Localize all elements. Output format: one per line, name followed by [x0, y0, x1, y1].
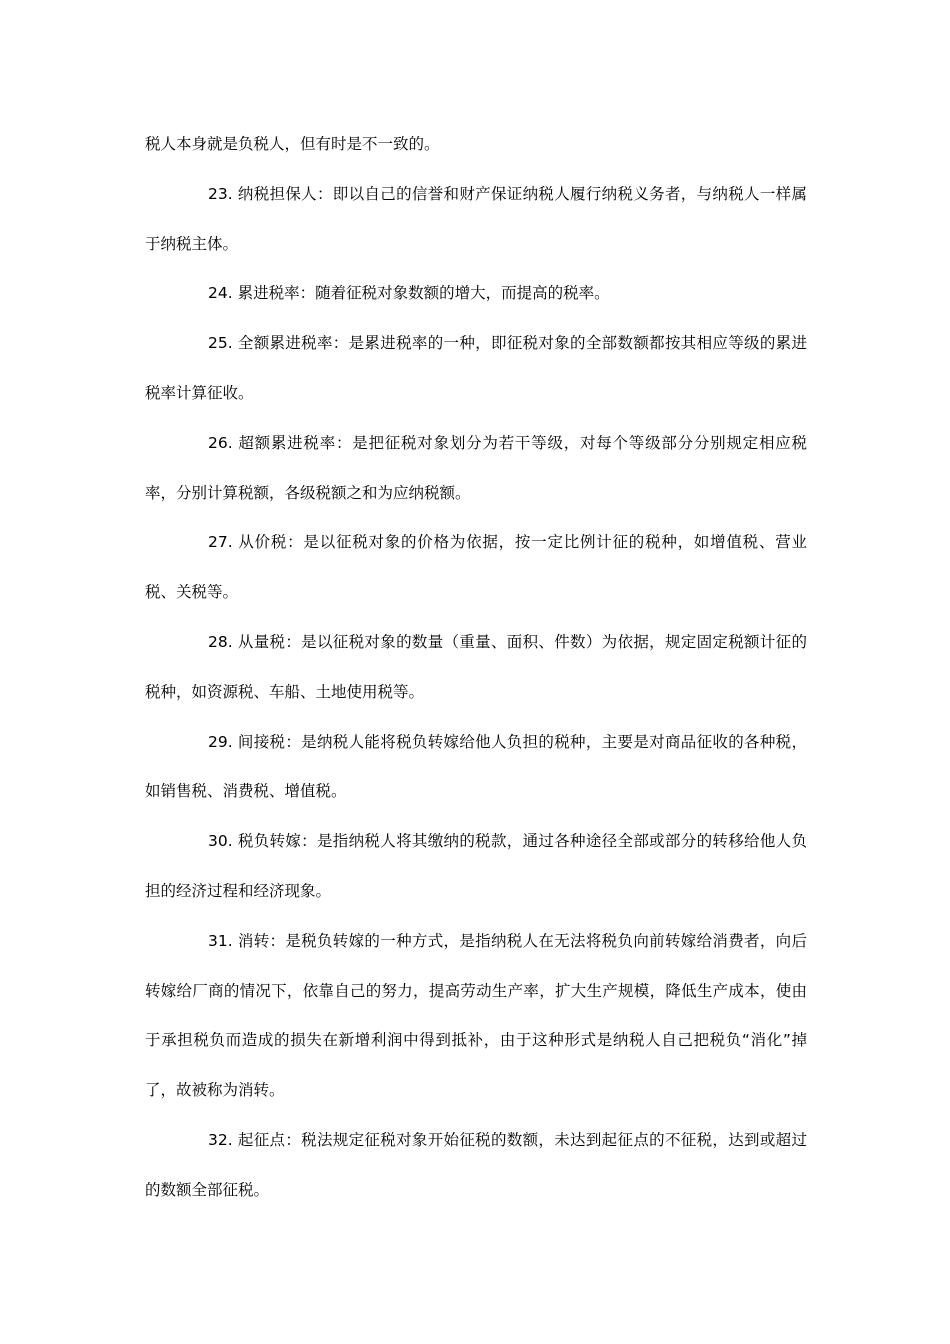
paragraph-26-excess-progressive-rate: 26. 超额累进税率：是把征税对象划分为若干等级，对每个等级部分分别规定相应税率，分别计算税额，各级税额之和为应纳税额。 [145, 433, 807, 502]
paragraph-23-tax-guarantor: 23. 纳税担保人：即以自己的信誉和财产保证纳税人履行纳税义务者，与纳税人一样属于纳税主体。 [145, 184, 807, 253]
paragraph-27-ad-valorem-tax: 27. 从价税：是以征税对象的价格为依据，按一定比例计征的税种，如增值税、营业税、关税等。 [145, 533, 807, 602]
paragraph-continuation: 税人本身就是负税人，但有时是不一致的。 [145, 135, 440, 153]
paragraph-28-specific-tax: 28. 从量税：是以征税对象的数量（重量、面积、件数）为依据，规定固定税额计征的税种，如资源税、车船、土地使用税等。 [145, 632, 807, 701]
paragraph-24-progressive-rate: 24. 累进税率：随着征税对象数额的增大，而提高的税率。 [208, 284, 610, 303]
paragraph-29-indirect-tax: 29. 间接税：是纳税人能将税负转嫁给他人负担的税种，主要是对商品征收的各种税，如销售税、消费税、增值税。 [145, 732, 807, 801]
paragraph-32-tax-threshold: 32. 起征点：税法规定征税对象开始征税的数额，未达到起征点的不征税，达到或超过的数额全部征税。 [145, 1130, 807, 1199]
paragraph-31-tax-absorption: 31. 消转：是税负转嫁的一种方式，是指纳税人在无法将税负向前转嫁给消费者，向后转嫁给厂商的情况下，依靠自己的努力，提高劳动生产率，扩大生产规模，降低生产成本，使由于承担税负而造成的损失在新增利润中得到抵补，由于这种形式是纳税人自己把税负“消化”掉了，故被称为消转。 [145, 931, 807, 1100]
text-body [145, 120, 807, 1216]
paragraph-25-full-progressive-rate: 25. 全额累进税率：是累进税率的一种，即征税对象的全部数额都按其相应等级的累进税率计算征收。 [145, 334, 807, 402]
paragraph-30-tax-shifting: 30. 税负转嫁：是指纳税人将其缴纳的税款，通过各种途径全部或部分的转移给他人负担的经济过程和经济现象。 [145, 832, 807, 900]
